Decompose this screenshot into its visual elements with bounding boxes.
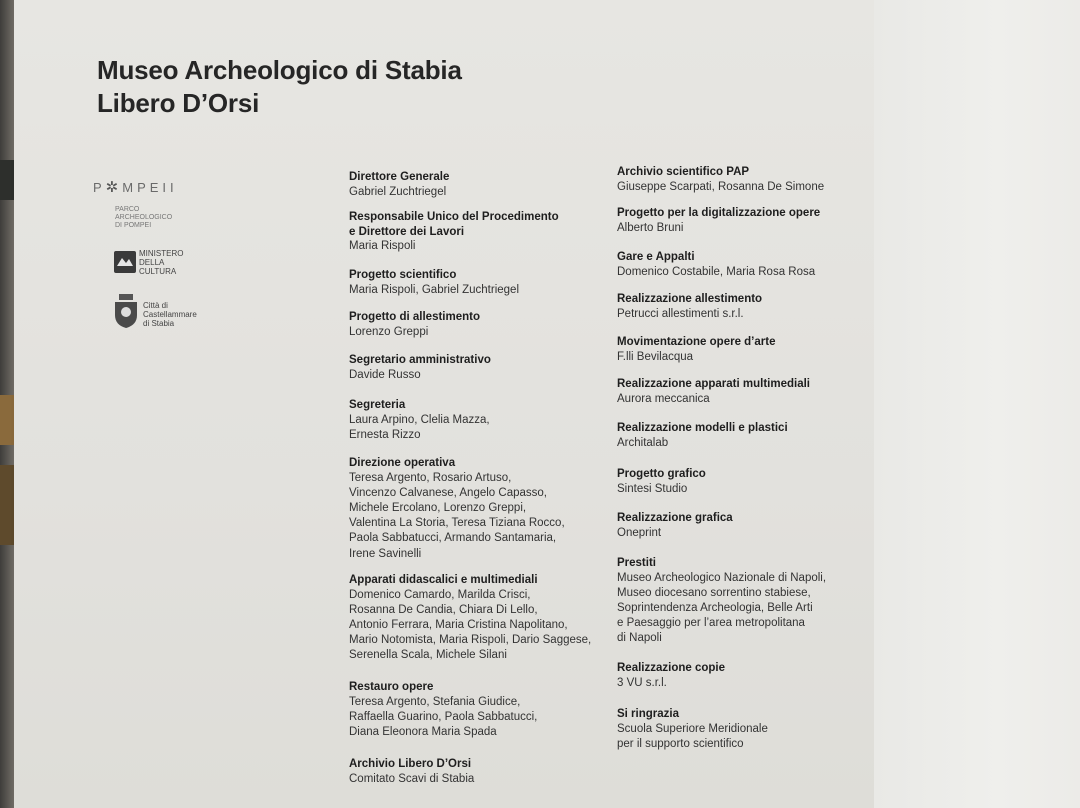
credit-entry [349, 680, 629, 740]
credit-entry [617, 556, 897, 647]
credit-names: Maria Rispoli, Gabriel Zuchtriegel [349, 283, 520, 296]
credit-names: Gabriel Zuchtriegel [349, 185, 447, 198]
credit-entry [349, 573, 629, 664]
credit-names: Petrucci allestimenti s.r.l. [617, 307, 744, 320]
credit-role: Progetto grafico [617, 468, 706, 480]
credit-entry [617, 661, 897, 691]
credit-entry [617, 421, 897, 451]
credit-names: Aurora meccanica [617, 392, 710, 405]
credit-entry [349, 268, 629, 298]
credit-entry [617, 250, 897, 280]
pompeii-subtitle: PARCO ARCHEOLOGICO DI POMPEI [115, 206, 173, 229]
city-logo [113, 293, 213, 333]
credit-role: Progetto di allestimento [349, 311, 480, 323]
credit-role: Realizzazione modelli e plastici [617, 422, 788, 434]
credit-names: Architalab [617, 436, 669, 449]
credit-names: Alberto Bruni [617, 221, 684, 234]
credit-entry [349, 353, 629, 383]
credit-role: Direzione operativa [349, 457, 456, 469]
credit-role: Realizzazione copie [617, 662, 726, 674]
credit-names: Laura Arpino, Clelia Mazza, Ernesta Rizzo [349, 413, 490, 441]
right-wall [874, 0, 1080, 808]
museum-title-text: Museo Archeologico di Stabia Libero D’Orsi [97, 55, 462, 118]
credit-entry [349, 398, 629, 443]
city-crest-icon [113, 293, 139, 329]
credit-role: Progetto scientifico [349, 269, 457, 281]
ministero-logo [114, 249, 194, 279]
credit-names: Comitato Scavi di Stabia [349, 772, 475, 785]
credit-role: Movimentazione opere d’arte [617, 336, 776, 348]
credit-role: Prestiti [617, 557, 656, 569]
ministero-text: MINISTERO DELLA CULTURA [139, 249, 184, 276]
credit-entry [617, 707, 897, 752]
credit-names: Davide Russo [349, 368, 421, 381]
credit-names: F.lli Bevilacqua [617, 350, 694, 363]
credit-entry [617, 467, 897, 497]
credit-names: Lorenzo Greppi [349, 325, 429, 338]
credit-names: Giuseppe Scarpati, Rosanna De Simone [617, 180, 825, 193]
credit-entry [617, 511, 897, 541]
pompeii-wordmark [93, 178, 203, 196]
credit-entry [617, 335, 897, 365]
pompeii-letters: MPEII [122, 180, 178, 195]
credit-role: Si ringrazia [617, 708, 679, 720]
credit-names: Museo Archeologico Nazionale di Napoli, Museo diocesano sorrentino stabiese, Soprintendenza Archeologia, Belle Arti e Paesaggio per l’area metropolitana di Napoli [617, 571, 827, 645]
credit-role: Apparati didascalici e multimediali [349, 574, 538, 586]
pompeii-star-icon: ✲ [105, 179, 123, 196]
credit-role: Realizzazione grafica [617, 512, 733, 524]
credit-role: Realizzazione allestimento [617, 293, 763, 305]
credit-entry [349, 170, 629, 200]
credit-entry [349, 310, 629, 340]
credit-role: Progetto per la digitalizzazione opere [617, 207, 821, 219]
credit-role: Realizzazione apparati multimediali [617, 378, 810, 390]
credit-entry [349, 456, 629, 562]
credit-role: Restauro opere [349, 681, 434, 693]
credit-role: Segretario amministrativo [349, 354, 491, 366]
credit-names: Domenico Camardo, Marilda Crisci, Rosanna De Candia, Chiara Di Lello, Antonio Ferrara, Maria Cristina Napolitano, Mario Notomista, Maria Rispoli, Dario Saggese, Serenella Scala, Michele Silani [349, 588, 592, 662]
credit-role: Gare e Appalti [617, 251, 695, 263]
city-text: Città di Castellammare di Stabia [143, 301, 197, 328]
credit-role: Responsabile Unico del Procedimento e Direttore dei Lavori [349, 211, 559, 238]
credit-entry [617, 165, 897, 195]
credit-names: Domenico Costabile, Maria Rosa Rosa [617, 265, 816, 278]
pompeii-letter-p: P [93, 180, 106, 195]
museum-title [97, 54, 462, 120]
credit-entry [617, 292, 897, 322]
credit-role: Direttore Generale [349, 171, 450, 183]
credit-entry [349, 210, 629, 254]
credit-names: 3 VU s.r.l. [617, 676, 667, 689]
ministero-emblem-icon [114, 251, 136, 273]
credit-role: Archivio Libero D’Orsi [349, 758, 472, 770]
credit-role: Archivio scientifico PAP [617, 166, 750, 178]
credit-names: Scuola Superiore Meridionale per il supporto scientifico [617, 722, 768, 750]
credit-names: Teresa Argento, Rosario Artuso, Vincenzo Calvanese, Angelo Capasso, Michele Ercolano, Lorenzo Greppi, Valentina La Storia, Teresa Tiziana Rocco, Paola Sabbatucci, Armando Santamaria, Irene Savinelli [349, 471, 565, 560]
credit-role: Segreteria [349, 399, 406, 411]
credit-entry [617, 206, 897, 236]
credit-names: Oneprint [617, 526, 662, 539]
pompeii-logo [93, 178, 203, 229]
credit-names: Maria Rispoli [349, 240, 416, 252]
credit-names: Sintesi Studio [617, 482, 688, 495]
credit-entry [349, 757, 629, 787]
credit-names: Teresa Argento, Stefania Giudice, Raffaella Guarino, Paola Sabbatucci, Diana Eleonora Maria Spada [349, 695, 538, 738]
credit-entry [617, 377, 897, 407]
